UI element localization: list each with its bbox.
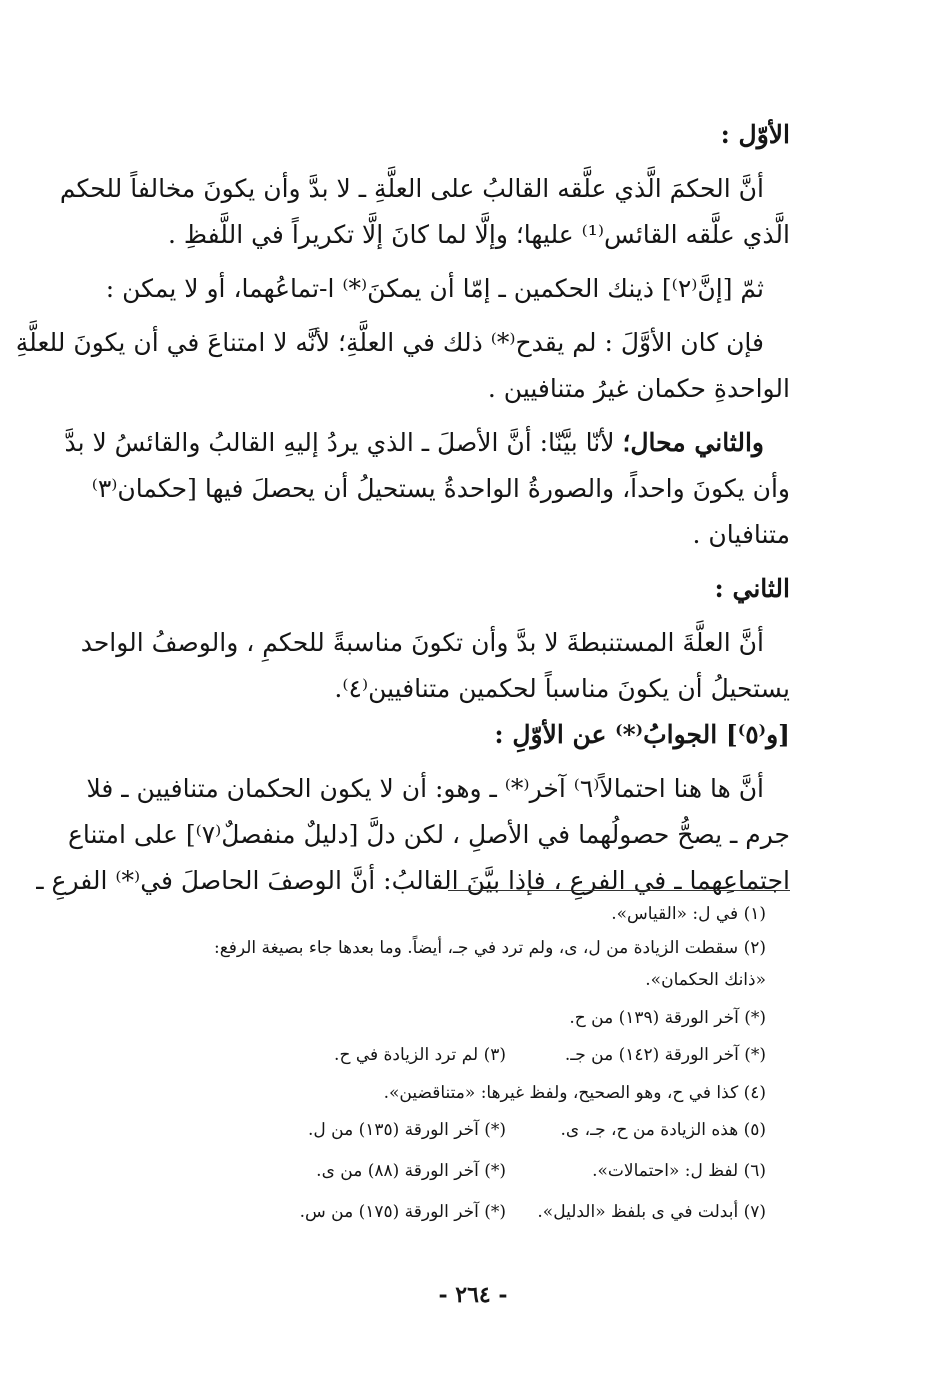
- bold-lead: والثاني محال؛: [622, 428, 764, 457]
- folio-note: (*) آخر الورقة (١٣٩) من ح.: [569, 1008, 766, 1028]
- paragraph-line: أنَّ الحكمَ الَّذي علَّقه القالبُ على العلَّةِ ـ لا بدَّ وأن يكونَ مخالفاً للحكم: [59, 174, 764, 203]
- folio-note: (*) آخر الورقة (١٧٥) من س.: [299, 1202, 506, 1222]
- footnote-3: (٣) لم ترد الزيادة في ح.: [334, 1045, 506, 1065]
- footnote-7: (٧) أبدلت في ى بلفظ «الدليل».: [537, 1202, 766, 1222]
- footnote-6: (٦) لفظ ل: «احتمالات».: [592, 1161, 766, 1181]
- footnote-divider: [448, 890, 790, 891]
- footnote-5: (٥) هذه الزيادة من ح، جـ، ى.: [560, 1120, 766, 1140]
- paragraph-line: الواحدةِ حكمان غيرُ متنافيين .: [487, 374, 790, 403]
- footnote-1: (١) في ل: «القياس».: [611, 904, 766, 924]
- heading-answer: [و⁽٥⁾] الجوابُ⁽*⁾ عن الأوّلِ :: [494, 720, 790, 749]
- paragraph-line: فإن كان الأوَّلَ : لم يقدح⁽*⁾ ذلك في العلَّةِ؛ لأنَّه لا امتناعَ في أن يكونَ للعلَّةِ: [15, 328, 764, 357]
- footnote-4: (٤) كذا في ح، وهو الصحيح، ولفظ غيرها: «متناقضين».: [383, 1083, 766, 1103]
- page-number: - ٢٦٤ -: [438, 1282, 508, 1308]
- footnote-row: [100, 1035, 790, 1076]
- paragraph-line: جرم ـ يصحُّ حصولُهما في الأصلِ ، لكن دلَّ [دليلٌ منفصلٌ⁽٧⁾] على امتناع: [67, 820, 790, 849]
- paragraph-line: متنافيان .: [692, 520, 790, 549]
- footnote-2-continued: «ذانك الحكمان».: [645, 970, 766, 990]
- folio-note: (*) آخر الورقة (١٤٢) من جـ.: [564, 1045, 766, 1065]
- paragraph-line: أنَّ العلَّةَ المستنبطةَ لا بدَّ وأن تكونَ مناسبةً للحكمِ ، والوصفُ الواحد: [80, 628, 764, 657]
- footnote-2: (٢) سقطت الزيادة من ل، ى، ولم ترد في جـ، أيضاً. وما بعدها جاء بصيغة الرفع:: [213, 938, 766, 958]
- folio-note: (*) آخر الورقة (١٣٥) من ل.: [307, 1120, 506, 1140]
- heading-first: الأوّل :: [720, 120, 790, 149]
- heading-second: الثاني :: [714, 574, 790, 603]
- paragraph-line: أنَّ ها هنا احتمالاً⁽٦⁾ آخر⁽*⁾ ـ وهو: أن لا يكون الحكمان متنافيين ـ فلا: [86, 774, 764, 803]
- footnote-row: [100, 1110, 790, 1151]
- paragraph-line: الَّذي علَّقه القائس⁽¹⁾ عليها؛ وإلَّا لما كانَ إلَّا تكريراً في اللَّفظِ .: [168, 220, 790, 249]
- paragraph-text: لأنّا بيَّنّا: أنَّ الأصلَ ـ الذي يردُ إليهِ القالبُ والقائسُ لا بدَّ: [64, 428, 623, 457]
- main-text: [15, 112, 790, 904]
- paragraph-line: ثمّ [إنَّ⁽٢⁾] ذينك الحكمين ـ إمّا أن يمكنَ⁽*⁾ ا-تماعُهما، أو لا يمكن :: [105, 274, 764, 303]
- paragraph-line: وأن يكونَ واحداً، والصورةُ الواحدةُ يستحيلُ أن يحصلَ فيها [حكمان⁽٣⁾: [91, 474, 790, 503]
- footnote-row: [100, 1192, 790, 1233]
- paragraph-line: يستحيلُ أن يكونَ مناسباً لحكمين متنافيين⁽٤⁾.: [334, 674, 790, 703]
- paragraph-line: [64, 420, 790, 466]
- paragraph-line: اجتماعِهما ـ في الفرعِ ، فإذا بيَّنَ القالبُ: أنَّ الوصفَ الحاصلَ في⁽*⁾ الفرعِ ـ: [36, 866, 790, 895]
- footnotes: [100, 897, 790, 1233]
- folio-note: (*) آخر الورقة (٨٨) من ى.: [316, 1161, 506, 1181]
- footnote-row: [100, 1151, 790, 1192]
